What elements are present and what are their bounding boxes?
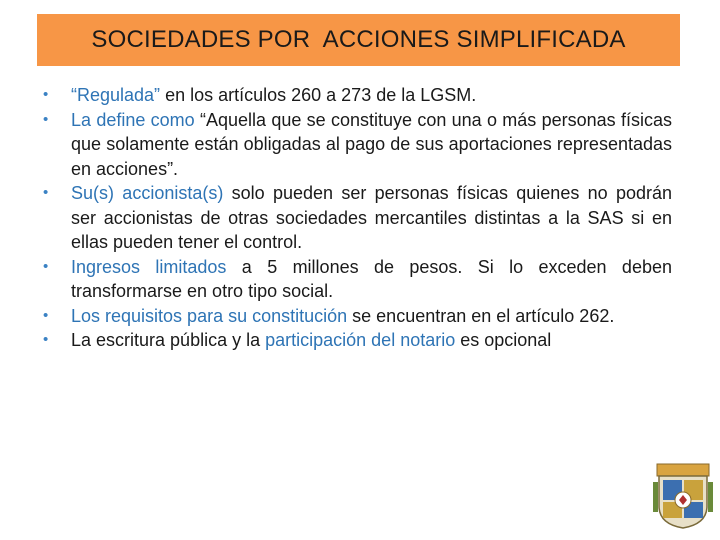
bullet-text: se encuentran en el artículo 262. bbox=[347, 305, 615, 326]
bullet-text: es opcional bbox=[455, 330, 552, 350]
bullet-text: “Aquella que se constituye con una o más personas físicas que solamente están obligadas al pago de sus aportaciones representadas en acciones”. bbox=[71, 109, 672, 179]
bullet-item bbox=[40, 181, 672, 255]
highlighted-text: Ingresos limitados bbox=[71, 256, 227, 277]
bullet-marker: • bbox=[43, 110, 49, 128]
bullet-item bbox=[40, 328, 672, 353]
highlighted-text: Los requisitos para su constitución bbox=[71, 305, 348, 326]
bullet-list bbox=[40, 83, 672, 353]
bullet-marker: • bbox=[43, 306, 49, 324]
bullet-marker: • bbox=[43, 86, 49, 103]
bullet-text: La escritura pública bbox=[71, 330, 228, 350]
bullet-text: en los artículos 260 a 273 de la LGSM. bbox=[160, 85, 477, 105]
bullet-text: y la bbox=[227, 330, 266, 350]
slide-title: SOCIEDADES POR ACCIONES SIMPLIFICADA bbox=[91, 26, 626, 53]
bullet-marker: • bbox=[43, 331, 49, 348]
bullet-marker: • bbox=[43, 257, 49, 275]
bullet-marker: • bbox=[43, 184, 49, 201]
title-banner bbox=[37, 14, 680, 66]
bullet-text: a 5 millones de pesos. Si lo exceden deben transformarse en otro tipo social. bbox=[71, 256, 672, 301]
bullet-item bbox=[40, 304, 672, 329]
highlighted-text: Su(s) accionista(s) bbox=[71, 183, 224, 203]
university-crest-icon bbox=[651, 462, 715, 530]
bullet-item bbox=[40, 108, 672, 182]
bullet-item bbox=[40, 83, 672, 108]
highlighted-text: “Regulada” bbox=[71, 85, 161, 105]
highlighted-text: participación del notario bbox=[265, 330, 456, 350]
bullet-text: solo pueden ser personas físicas quienes no podrán ser accionistas de otras sociedades mercantiles distintas a la SAS si en ellas pueden tener el control. bbox=[71, 183, 672, 252]
bullet-item bbox=[40, 255, 672, 304]
highlighted-text: La define como bbox=[71, 109, 195, 130]
